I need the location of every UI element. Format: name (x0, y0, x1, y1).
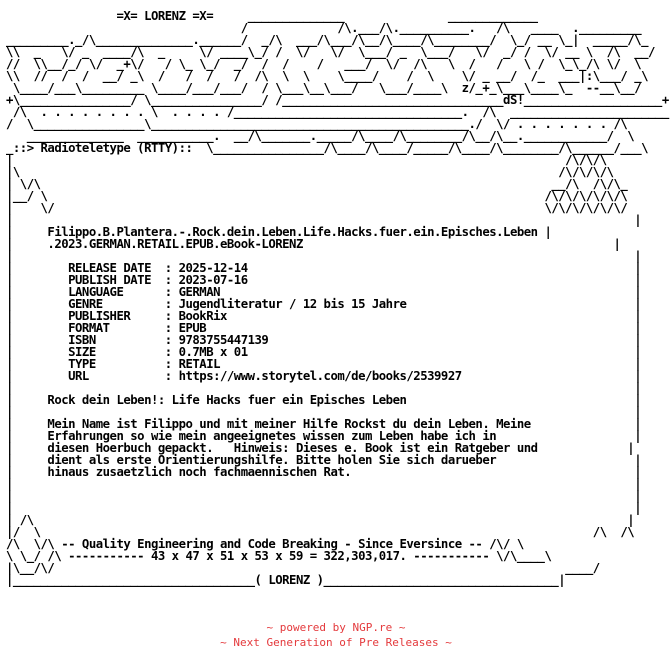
footer-powered-by: ~ powered by NGP.re ~ (266, 621, 406, 634)
nfo-ascii-art (6, 10, 669, 586)
info-release-date: | RELEASE DATE : 2025-12-14 | (6, 261, 642, 275)
art-line: _________._/\______________.______/ _/\ ___/\___/\__/\____/\________/ \_/ __ \_| _____/\_ (6, 33, 649, 47)
art-line: \\ // / / __/ _\ / / / / /\ \ \ \____/ / \ \/ _ __/ /_ ___|:\___/ _\ (6, 69, 649, 83)
art-line: / \________________\______________________________________________./ \/ . . . . . . . /\ (6, 117, 628, 131)
art-line: |__/ \ /\/\/\/\/\/\ (6, 189, 628, 203)
info-publish-date: | PUBLISH DATE : 2023-07-16 | (6, 273, 642, 287)
info-size: | SIZE : 0.7MB x 01 | (6, 345, 642, 359)
description-line: | hinaus zusaetzlich noch fachmaennischen Rat. | (6, 465, 642, 479)
art-line: \____/___\_________ \____/___/___/ / \___\__\___/ \___/____\ z/_+_\___\____\_ --__\__/ (6, 81, 642, 95)
art-line: | | (6, 381, 642, 395)
description-line: | diesen Hoerbuch gepackt. Hinweis: Dieses e. Book ist ein Ratgeber und | (6, 441, 635, 455)
art-line: |/ \ /\ /\ (6, 525, 635, 539)
art-line: / /\.___/\.__________. /\ ____ ._________ (6, 21, 642, 35)
tagline: /\ \/\ -- Quality Engineering and Code Breaking - Since Eversince -- /\/ \ (6, 537, 524, 551)
description-line: | dient als erste Orientierungshilfe. Bitte holen Sie sich darueber | (6, 453, 642, 467)
info-format: | FORMAT : EPUB | (6, 321, 642, 335)
art-line: | \/\ __/\ /\/\_ (6, 177, 628, 191)
art-line: |\__/\/ ____/ (6, 561, 600, 575)
art-line: | | (6, 405, 642, 419)
art-line: | /\/\/\ (6, 153, 607, 167)
art-line: // \\__/_/ \/ _+\/ / \_ \_/ _/ / / / ___/ \/ /\ \ / / \ / \_\_/\ \/ \ (6, 57, 642, 71)
art-line: | | (6, 501, 642, 515)
art-line: /\ . . . . . . . . \ . . . . /_________________________________. /\ _______________________ (6, 105, 669, 119)
footer-tagline: ~ Next Generation of Pre Releases ~ (220, 636, 452, 649)
art-line: | | (6, 489, 642, 503)
description-line: | Erfahrungen so wie mein angeeignetes wissen zum Leben habe ich in | (6, 429, 642, 443)
description-line: | Mein Name ist Filippo und mit meiner Hilfe Rockst du dein Leben. Meine | (6, 417, 642, 431)
release-name-line-2: | .2023.GERMAN.RETAIL.EPUB.eBook-LORENZ | (6, 237, 621, 251)
info-language: | LANGUAGE : GERMAN | (6, 285, 642, 299)
art-line: | | (6, 249, 642, 263)
bottom-border-signature: |___________________________________( LORENZ )__________________________________| (6, 573, 566, 587)
info-type: | TYPE : RETAIL | (6, 357, 642, 371)
art-line: =X= LORENZ =X= ______________ _____________ (6, 9, 538, 23)
section-header-rtty: _::> Radioteletype (RTTY):: \________________/\____/\____/_____/\____/\________/\______/___\ (6, 141, 649, 155)
art-line: | \/ \/\/\/\/\/\/ (6, 201, 628, 215)
art-line: | | (6, 213, 642, 227)
info-genre: | GENRE : Jugendliteratur / 12 bis 15 Jahre | (6, 297, 642, 311)
info-isbn: | ISBN : 9783755447139 | (6, 333, 642, 347)
footer (0, 620, 672, 650)
info-publisher: | PUBLISHER : BookRix | (6, 309, 642, 323)
art-line: | /\ | (6, 513, 635, 527)
math-line: \ \_/ /\ ----------- 43 x 47 x 51 x 53 x 59 = 322,303,017. ----------- \/\____\ (6, 549, 552, 563)
art-line: |\ /\/\/\/\ (6, 165, 614, 179)
release-name-line-1: | Filippo.B.Plantera.-.Rock.dein.Leben.Life.Hacks.fuer.ein.Episches.Leben | (6, 225, 552, 239)
book-title: | Rock dein Leben!: Life Hacks fuer ein Episches Leben | (6, 393, 642, 407)
art-line: \\ _ \/ _ ____/\ _ \/ ____\_/ / \/ \/ \___/ _ \___/ \/ _/ / \/ __ \ /\ __/ (6, 45, 655, 59)
info-url: | URL : https://www.storytel.com/de/books/2539927 | (6, 369, 642, 383)
art-line: ______________ ___________. __/\_______._____/\____/\________/\__/\__.____________/ \ (6, 129, 635, 143)
art-line: +\________________/ \________________/ /________________________________dS!____________________+ (6, 93, 669, 107)
art-line: | | (6, 477, 642, 491)
